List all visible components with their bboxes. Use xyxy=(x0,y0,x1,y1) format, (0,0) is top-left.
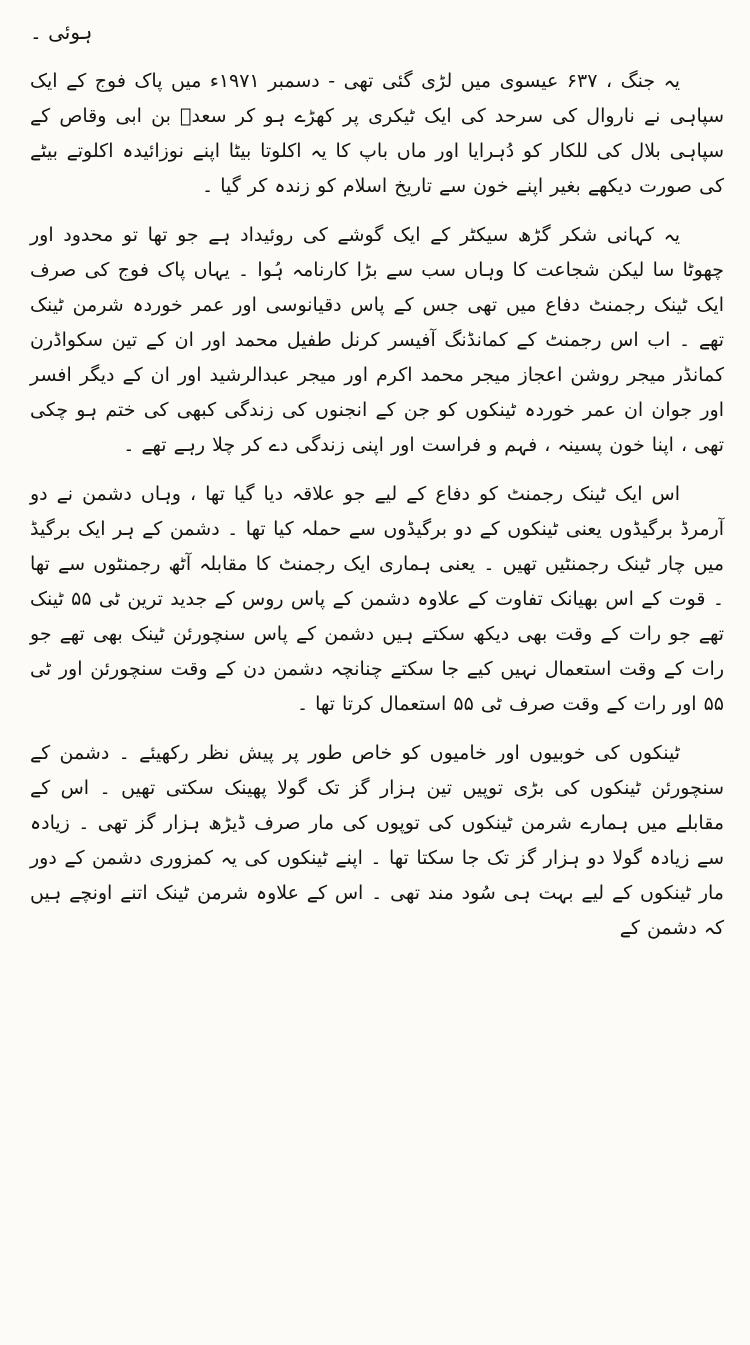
paragraph-tank-comparison: ٹینکوں کی خوبیوں اور خامیوں کو خاص طور پر پیش نظر رکھیئے ۔ دشمن کے سنچورئن ٹینکوں کی بڑی توپیں تین ہزار گز تک گولا پھینک سکتی تھیں ۔ اس کے مقابلے میں ہمارے شرمن ٹینکوں کی توپوں کی مار صرف ڈیڑھ ہزار گز تھی ۔ زیادہ سے زیادہ گولا دو ہزار گز تک جا سکتا تھا ۔ اپنے ٹینکوں کی یہ کمزوری دشمن کے دور مار ٹینکوں کے لیے بہت ہی سُود مند تھی ۔ اس کے علاوہ شرمن ٹینک اتنے اونچے ہیں کہ دشمن کے xyxy=(30,742,724,939)
paragraph-shakargarh-sector: یہ کہانی شکر گڑھ سیکٹر کے ایک گوشے کی روئیداد ہے جو تھا تو محدود اور چھوٹا سا لیکن شجاعت کا وہاں سب سے بڑا کارنامہ ہُوا ۔ یہاں پاک فوج کی صرف ایک ٹینک رجمنٹ دفاع میں تھی جس کے پاس دقیانوسی اور عمر خوردہ شرمن ٹینک تھے ۔ اب اس رجمنٹ کے کمانڈنگ آفیسر کرنل طفیل محمد اور ان کے تین سکواڈرن کمانڈر میجر روشن اعجاز میجر محمد اکرم اور میجر عبدالرشید اور ان کے دیگر افسر اور جوان ان عمر خوردہ ٹینکوں کو جن کے انجنوں کی زندگی کبھی کی ختم ہو چکی تھی ، اپنا خون پسینہ ، فہم و فراست اور اپنی زندگی دے کر چلا رہے تھے ۔ xyxy=(30,224,724,456)
paragraph-war-637: یہ جنگ ، ۶۳۷ عیسوی میں لڑی گئی تھی - دسمبر ۱۹۷۱ء میں پاک فوج کے ایک سپاہی نے ناروال کی سرحد کی ایک ٹیکری پر کھڑے ہو کر سعدؓ بن ابی وقاص کے سپاہی بلال کی للکار کو دُہرایا اور ماں باپ کا یہ اکلوتا بیٹا اپنے نوزائیدہ اکلوتے بیٹے کی صورت دیکھے بغیر اپنے خون سے تاریخ اسلام کو زندہ کر گیا ۔ xyxy=(30,70,724,197)
paragraph-enemy-brigades: اس ایک ٹینک رجمنٹ کو دفاع کے لیے جو علاقہ دیا گیا تھا ، وہاں دشمن نے دو آرمرڈ برگیڈوں یعنی ٹینکوں کے دو برگیڈوں سے حملہ کیا تھا ۔ دشمن کے ہر ایک برگیڈ میں چار ٹینک رجمنٹیں تھیں ۔ یعنی ہماری ایک رجمنٹ کا مقابلہ آٹھ رجمنٹوں سے تھا ۔ قوت کے اس بھیانک تفاوت کے علاوہ دشمن کے پاس روس کے جدید ترین ٹی ۵۵ ٹینک تھے جو رات کے وقت بھی دیکھ سکتے ہیں دشمن کے پاس سنچورئن ٹینک بھی تھے جو رات کے وقت استعمال نہیں کیے جا سکتے چنانچہ دشمن دن کے وقت سنچورئن اور ٹی ۵۵ اور رات کے وقت صرف ٹی ۵۵ استعمال کرتا تھا ۔ xyxy=(30,483,724,715)
continuation-fragment: ہوئی ۔ xyxy=(30,20,93,44)
